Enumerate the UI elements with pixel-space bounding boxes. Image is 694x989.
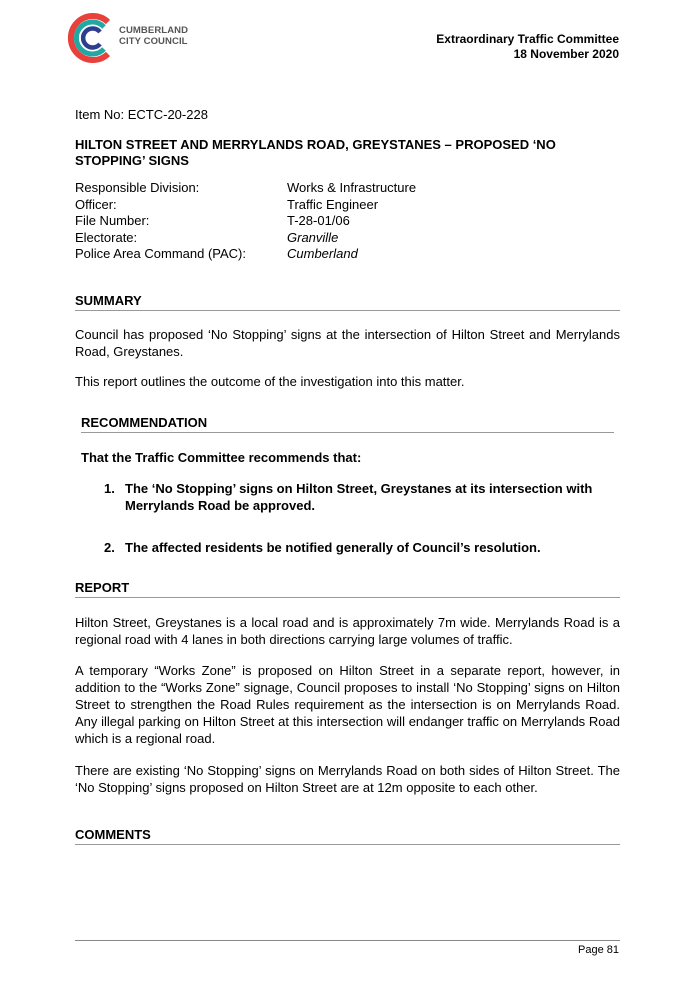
meta-row — [75, 197, 416, 214]
comments-heading: COMMENTS — [75, 827, 620, 845]
summary-paragraph-1: Council has proposed ‘No Stopping’ signs at the intersection of Hilton Street and Merrylands Road, Greystanes. — [75, 327, 620, 359]
meta-row — [75, 230, 416, 247]
report-paragraph-2: A temporary “Works Zone” is proposed on Hilton Street in a separate report, however, in addition to the “Works Zone” signage, Council proposes to install ‘No Stopping’ signs on Hilton Street to strengthen the Road Rules requirement as the intersection is on Merrylands Road. Any illegal parking on Hilton Street at this intersection will endanger traffic on Merrylands Road which is a regional road. — [75, 663, 620, 746]
meeting-header — [436, 32, 619, 62]
meta-label: Police Area Command (PAC): — [75, 246, 246, 261]
summary-paragraph-2: This report outlines the outcome of the investigation into this matter. — [75, 374, 465, 389]
meta-value: Works & Infrastructure — [287, 180, 417, 195]
page-number: Page 81 — [578, 944, 619, 956]
meta-label: Electorate: — [75, 229, 138, 245]
item-number: Item No: ECTC-20-228 — [75, 107, 208, 122]
recommendation-item — [104, 539, 620, 556]
report-paragraph-3: There are existing ‘No Stopping’ signs on Merrylands Road on both sides of Hilton Street. The ‘No Stopping’ signs proposed on Hilton Street are at 12m opposite to each other. — [75, 763, 620, 795]
meta-label: File Number: — [75, 213, 150, 228]
meta-label: Officer: — [75, 196, 117, 212]
meta-value: Granville — [287, 229, 339, 245]
logo-line-1: CUMBERLAND — [119, 25, 189, 36]
logo-mark-icon — [66, 12, 118, 64]
meeting-date: 18 November 2020 — [513, 47, 619, 61]
recommendation-text: The ‘No Stopping’ signs on Hilton Street, Greystanes at its intersection with Merrylands Road be approved. — [125, 481, 593, 513]
report-title: HILTON STREET AND MERRYLANDS ROAD, GREYSTANES – PROPOSED ‘NO STOPPING’ SIGNS — [75, 137, 556, 168]
report-heading: REPORT — [75, 580, 620, 598]
logo-wordmark — [119, 25, 188, 47]
meta-value: Traffic Engineer — [287, 196, 379, 212]
recommendation-item — [104, 480, 620, 514]
recommendation-number: 1. — [104, 481, 115, 496]
footer-divider — [75, 940, 620, 941]
meta-row — [75, 180, 416, 197]
logo-line-2: CITY COUNCIL — [119, 36, 188, 47]
meta-row — [75, 213, 416, 230]
summary-heading: SUMMARY — [75, 293, 620, 311]
recommendation-number: 2. — [104, 540, 115, 555]
recommendation-heading: RECOMMENDATION — [81, 415, 614, 433]
report-paragraph-1: Hilton Street, Greystanes is a local road and is approximately 7m wide. Merrylands Road is a regional road with 4 lanes in both directions carrying large volumes of traffic. — [75, 615, 620, 647]
meta-row — [75, 246, 416, 263]
report-metadata — [75, 180, 416, 263]
meeting-name: Extraordinary Traffic Committee — [436, 32, 619, 46]
recommendation-text: The affected residents be notified generally of Council’s resolution. — [125, 540, 541, 555]
meta-value: T-28-01/06 — [287, 213, 350, 228]
meta-label: Responsible Division: — [75, 180, 200, 195]
recommendation-lead: That the Traffic Committee recommends that: — [81, 450, 362, 465]
meta-value: Cumberland — [287, 246, 358, 261]
council-logo — [66, 12, 190, 68]
